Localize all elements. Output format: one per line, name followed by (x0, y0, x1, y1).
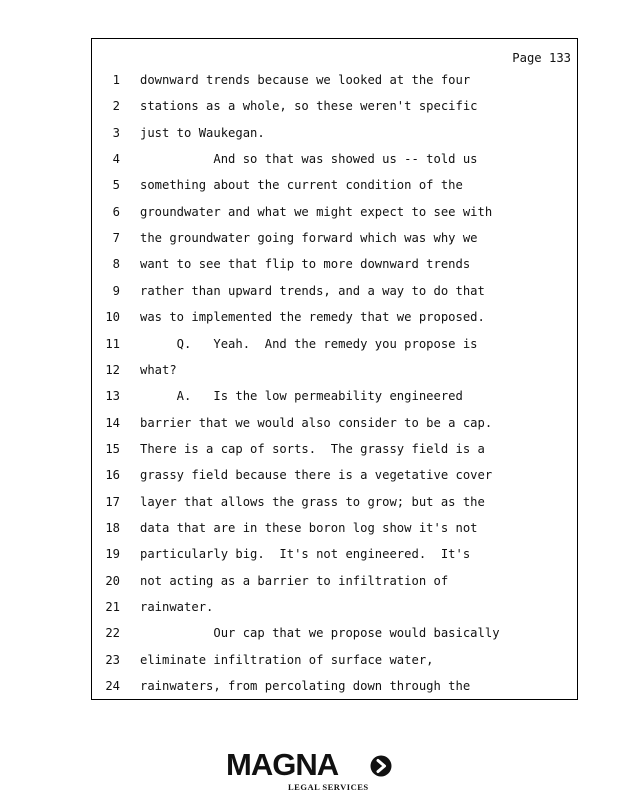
transcript-line (92, 416, 577, 436)
line-text: There is a cap of sorts. The grassy field is a (140, 441, 485, 456)
line-text: rainwaters, from percolating down through the (140, 679, 471, 694)
logo-wordmark: MAGNA (226, 747, 339, 782)
transcript-line (92, 442, 577, 462)
line-text: what? (140, 362, 177, 377)
line-number: 18 (105, 520, 120, 535)
transcript-line (92, 495, 577, 515)
line-number: 23 (105, 652, 120, 667)
line-number: 20 (105, 573, 120, 588)
line-number: 21 (105, 600, 120, 614)
line-number: 4 (112, 152, 120, 167)
transcript-line (92, 205, 577, 225)
line-number: 16 (105, 468, 120, 483)
line-text: grassy field because there is a vegetative cover (140, 468, 493, 483)
line-text: eliminate infiltration of surface water, (140, 652, 434, 667)
line-number: 8 (112, 257, 120, 272)
line-text: Our cap that we propose would basically (140, 626, 500, 641)
transcript-line (92, 310, 577, 330)
line-text: was to implemented the remedy that we proposed. (140, 310, 485, 325)
line-number: 1 (112, 73, 120, 87)
line-text: downward trends because we looked at the four (140, 73, 471, 87)
line-text: rather than upward trends, and a way to do that (140, 283, 485, 298)
line-number: 7 (112, 231, 120, 246)
line-text: barrier that we would also consider to be a cap. (140, 415, 493, 430)
line-number: 9 (112, 283, 120, 298)
magna-logo (222, 748, 402, 794)
line-number: 14 (105, 415, 120, 430)
transcript-line (92, 600, 577, 620)
line-text: A. Is the low permeability engineered (140, 389, 463, 404)
line-text: groundwater and what we might expect to see with (140, 204, 493, 219)
line-text: Q. Yeah. And the remedy you propose is (140, 336, 478, 351)
line-number: 22 (105, 626, 120, 641)
transcript-line (92, 521, 577, 541)
line-number: 13 (105, 389, 120, 404)
line-number: 3 (112, 125, 120, 140)
logo-subtitle: LEGAL SERVICES (288, 782, 369, 792)
transcript-line (92, 547, 577, 567)
transcript-line (92, 468, 577, 488)
line-number: 10 (105, 310, 120, 325)
transcript-line (92, 389, 577, 409)
transcript-page (91, 38, 578, 700)
transcript-line (92, 73, 577, 93)
line-number: 11 (105, 336, 120, 351)
transcript-line (92, 152, 577, 172)
transcript-line (92, 363, 577, 383)
line-number: 19 (105, 547, 120, 562)
page-number: Page 133 (512, 51, 571, 65)
line-text: just to Waukegan. (140, 125, 265, 140)
line-text: particularly big. It's not engineered. It's (140, 547, 471, 562)
transcript-line (92, 284, 577, 304)
transcript-line (92, 574, 577, 594)
line-text: rainwater. (140, 600, 214, 614)
transcript-line (92, 257, 577, 277)
line-number: 24 (105, 679, 120, 694)
transcript-line (92, 653, 577, 673)
transcript-line (92, 99, 577, 119)
transcript-line (92, 679, 577, 699)
line-number: 5 (112, 178, 120, 193)
line-text: something about the current condition of the (140, 178, 463, 193)
transcript-line (92, 231, 577, 251)
line-text: not acting as a barrier to infiltration of (140, 573, 449, 588)
line-text: And so that was showed us -- told us (140, 152, 478, 167)
transcript-line (92, 626, 577, 646)
line-text: data that are in these boron log show it's not (140, 520, 478, 535)
transcript-line (92, 126, 577, 146)
line-number: 6 (112, 204, 120, 219)
line-number: 15 (105, 441, 120, 456)
line-number: 17 (105, 494, 120, 509)
transcript-line (92, 178, 577, 198)
line-number: 2 (112, 99, 120, 114)
line-text: want to see that flip to more downward trends (140, 257, 471, 272)
line-number: 12 (105, 362, 120, 377)
chevron-circle-icon (370, 755, 392, 777)
transcript-line (92, 337, 577, 357)
line-text: layer that allows the grass to grow; but as the (140, 494, 485, 509)
line-text: the groundwater going forward which was why we (140, 231, 478, 246)
line-text: stations as a whole, so these weren't specific (140, 99, 478, 114)
